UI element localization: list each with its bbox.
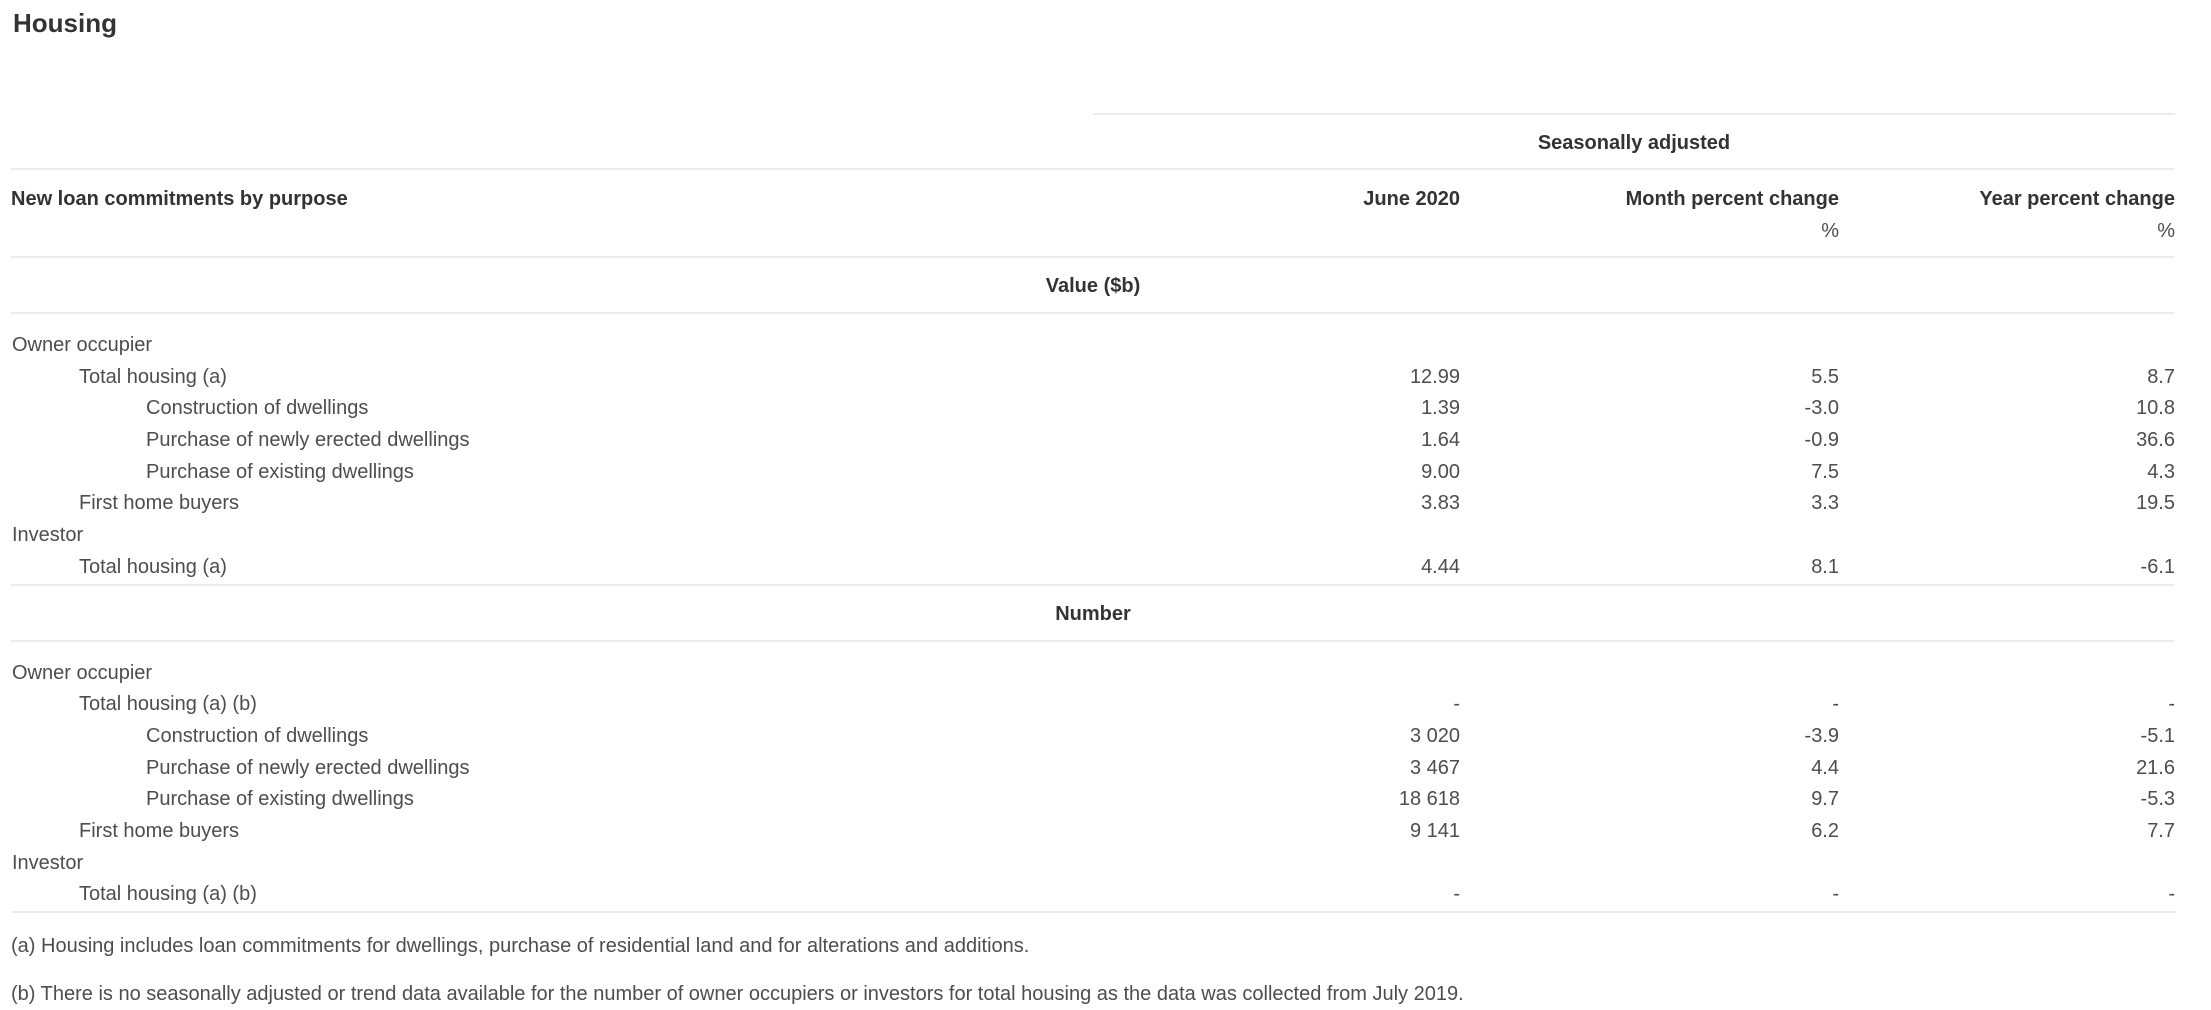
row-label: Owner occupier (12, 661, 153, 684)
column-header-year-percent-change: Year percent change (1979, 188, 2175, 210)
table-row (11, 393, 2175, 425)
column-header-row (11, 188, 2175, 243)
cell-june-2020: 4.44 (1421, 555, 1460, 578)
row-label: Investor (12, 524, 84, 547)
cell-june-2020: 3 467 (1409, 756, 1460, 779)
column-unit-june-2020 (1093, 220, 1460, 243)
section-title: Number (1055, 602, 1131, 625)
header-bottom-rule (11, 256, 2175, 258)
section-bottom-rule (11, 911, 2175, 913)
table-row (11, 848, 2175, 880)
table-section (11, 603, 2175, 914)
footnote-b: (b) There is no seasonally adjusted or trend data available for the number of owner occupiers or investors for total housing as the data was collected from July 2019. (11, 983, 1464, 1005)
section-title: Value ($b) (1045, 275, 1141, 297)
table-row (11, 879, 2175, 911)
cell-month-percent-change: 4.4 (1811, 756, 1839, 779)
cell-month-percent-change: 3.3 (1811, 492, 1839, 515)
column-unit-year-percent-change: % (2157, 220, 2175, 242)
cell-month-percent-change: 6.2 (1811, 819, 1839, 842)
row-label: Total housing (a) (b) (79, 883, 257, 906)
cell-june-2020: 1.39 (1421, 397, 1460, 420)
cell-year-percent-change (1839, 330, 2175, 362)
cell-month-percent-change (1460, 658, 1839, 690)
cell-june-2020 (1093, 658, 1460, 690)
column-unit-month-percent-change: % (1821, 220, 1839, 242)
cell-month-percent-change (1460, 848, 1839, 880)
cell-june-2020: - (1453, 693, 1460, 716)
cell-month-percent-change: -3.0 (1804, 397, 1839, 420)
cell-year-percent-change (1839, 658, 2175, 690)
cell-june-2020 (1093, 520, 1460, 552)
table-row (11, 552, 2175, 584)
table-row (11, 816, 2175, 848)
table-row (11, 330, 2175, 362)
cell-june-2020 (1093, 330, 1460, 362)
cell-year-percent-change: 8.7 (2147, 365, 2175, 388)
table-row (11, 689, 2175, 721)
footnote-a: (a) Housing includes loan commitments for dwellings, purchase of residential land and for alterations and additions. (11, 935, 1030, 957)
column-header-june-2020: June 2020 (1363, 188, 1460, 210)
row-label: Investor (12, 851, 84, 874)
seasonally-adjusted-top-rule (1093, 113, 2175, 115)
page-title: Housing (13, 8, 117, 38)
cell-june-2020: 1.64 (1421, 429, 1460, 452)
header-top-rule (11, 168, 2175, 170)
table-row (11, 362, 2175, 394)
cell-month-percent-change: - (1832, 693, 1839, 716)
seasonally-adjusted-label: Seasonally adjusted (1537, 132, 1731, 154)
row-header-label: New loan commitments by purpose (11, 188, 348, 210)
row-header-unit-spacer (11, 220, 1093, 243)
cell-year-percent-change: 10.8 (2136, 397, 2175, 420)
cell-year-percent-change: 19.5 (2136, 492, 2175, 515)
cell-june-2020: - (1453, 883, 1460, 906)
row-label: Total housing (a) (79, 555, 227, 578)
table-row (11, 488, 2175, 520)
cell-month-percent-change: - (1832, 883, 1839, 906)
cell-month-percent-change: -0.9 (1804, 429, 1839, 452)
cell-month-percent-change: -3.9 (1804, 724, 1839, 747)
section-title-bottom-rule (11, 312, 2175, 314)
section-title-bottom-rule (11, 640, 2175, 642)
row-label: Purchase of existing dwellings (146, 788, 414, 811)
cell-month-percent-change: 9.7 (1811, 788, 1839, 811)
section-rows (11, 330, 2175, 584)
cell-year-percent-change: - (2168, 883, 2175, 906)
cell-june-2020: 3.83 (1421, 492, 1460, 515)
cell-month-percent-change (1460, 520, 1839, 552)
cell-year-percent-change: -5.1 (2140, 724, 2175, 747)
cell-month-percent-change: 8.1 (1811, 555, 1839, 578)
cell-month-percent-change: 5.5 (1811, 365, 1839, 388)
table-row (11, 721, 2175, 753)
row-label: Purchase of existing dwellings (146, 460, 414, 483)
cell-month-percent-change (1460, 330, 1839, 362)
cell-year-percent-change: -6.1 (2140, 555, 2175, 578)
row-label: First home buyers (79, 819, 240, 842)
cell-june-2020 (1093, 848, 1460, 880)
column-header-month-percent-change: Month percent change (1625, 188, 1839, 210)
section-bottom-rule (11, 584, 2175, 586)
table-row (11, 457, 2175, 489)
table-row (11, 425, 2175, 457)
section-rows (11, 658, 2175, 912)
row-label: Purchase of newly erected dwellings (146, 756, 470, 779)
cell-year-percent-change: 21.6 (2136, 756, 2175, 779)
cell-year-percent-change: 4.3 (2147, 460, 2175, 483)
cell-year-percent-change: 7.7 (2147, 819, 2175, 842)
table-row (11, 658, 2175, 690)
table-row (11, 784, 2175, 816)
cell-year-percent-change: -5.3 (2140, 788, 2175, 811)
cell-june-2020: 18 618 (1398, 788, 1460, 811)
cell-year-percent-change: - (2168, 693, 2175, 716)
row-label: Purchase of newly erected dwellings (146, 429, 470, 452)
table-row (11, 753, 2175, 785)
row-label: Total housing (a) (b) (79, 693, 257, 716)
row-label: Construction of dwellings (146, 724, 369, 747)
cell-year-percent-change: 36.6 (2136, 429, 2175, 452)
table-sections (11, 275, 2175, 913)
cell-june-2020: 12.99 (1409, 365, 1460, 388)
table-row (11, 520, 2175, 552)
row-label: Construction of dwellings (146, 397, 369, 420)
row-label: Owner occupier (12, 334, 153, 356)
cell-month-percent-change: 7.5 (1811, 460, 1839, 483)
row-label: First home buyers (79, 492, 240, 515)
cell-year-percent-change (1839, 848, 2175, 880)
cell-june-2020: 9 141 (1409, 819, 1460, 842)
cell-june-2020: 9.00 (1421, 460, 1460, 483)
row-label: Total housing (a) (79, 365, 227, 388)
cell-june-2020: 3 020 (1409, 724, 1460, 747)
cell-year-percent-change (1839, 520, 2175, 552)
seasonally-adjusted-band (1093, 113, 2175, 155)
table-section (11, 275, 2175, 586)
